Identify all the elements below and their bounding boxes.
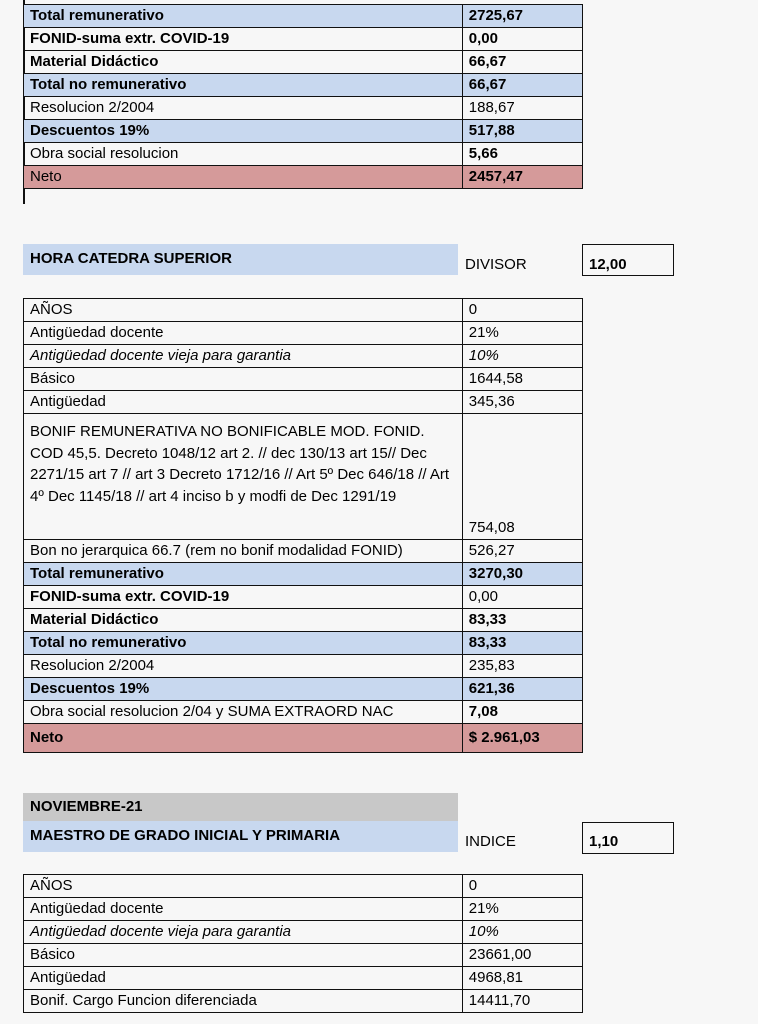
row-value: 10% [462, 345, 582, 368]
table-row [24, 5, 583, 28]
table-row [24, 540, 583, 563]
table-row [24, 166, 583, 189]
row-label: Neto [24, 166, 463, 189]
row-label: Bonif. Cargo Funcion diferenciada [24, 990, 463, 1013]
row-label: Obra social resolucion 2/04 y SUMA EXTRAORD NAC [24, 701, 463, 724]
row-label: AÑOS [24, 875, 463, 898]
row-label: Básico [24, 944, 463, 967]
row-value: 23661,00 [462, 944, 582, 967]
divisor-label: DIVISOR [465, 256, 527, 273]
row-value: 621,36 [462, 678, 582, 701]
table-row [24, 655, 583, 678]
row-value: 3270,30 [462, 563, 582, 586]
divisor-value: 12,00 [582, 244, 674, 276]
table-row [24, 944, 583, 967]
row-value: 526,27 [462, 540, 582, 563]
row-label: Antigüedad docente [24, 322, 463, 345]
table-row [24, 368, 583, 391]
table-row [24, 609, 583, 632]
table-row [24, 345, 583, 368]
row-label: BONIF REMUNERATIVA NO BONIFICABLE MOD. FONID. COD 45,5. Decreto 1048/12 art 2. // dec 130/13 art 15// Dec 2271/15 art 7 // art 3 Decreto 1712/16 // Art 5º Dec 646/18 // Art 4º Dec 1145/18 // art 4 inciso b y modfi de Dec 1291/19 [24, 414, 463, 540]
table-row [24, 701, 583, 724]
row-value: 1644,58 [462, 368, 582, 391]
indice-label: INDICE [465, 833, 516, 850]
table-row [24, 678, 583, 701]
row-label: Total remunerativo [24, 563, 463, 586]
row-label: Obra social resolucion [24, 143, 463, 166]
indice-value: 1,10 [582, 822, 674, 854]
row-label: Descuentos 19% [24, 120, 463, 143]
row-label: Antigüedad docente vieja para garantia [24, 921, 463, 944]
row-label: Resolucion 2/2004 [24, 655, 463, 678]
row-value: 10% [462, 921, 582, 944]
row-label: Total no remunerativo [24, 632, 463, 655]
row-value: $ 2.961,03 [462, 724, 582, 753]
table-row [24, 51, 583, 74]
row-value: 5,66 [462, 143, 582, 166]
row-value: 83,33 [462, 609, 582, 632]
row-value: 0 [462, 299, 582, 322]
row-label: FONID-suma extr. COVID-19 [24, 586, 463, 609]
row-label: Total remunerativo [24, 5, 463, 28]
row-value: 188,67 [462, 97, 582, 120]
row-label: FONID-suma extr. COVID-19 [24, 28, 463, 51]
row-label: Bon no jerarquica 66.7 (rem no bonif modalidad FONID) [24, 540, 463, 563]
table-row [24, 921, 583, 944]
row-value: 4968,81 [462, 967, 582, 990]
row-label: Antigüedad [24, 967, 463, 990]
table-row [24, 967, 583, 990]
row-value: 0,00 [462, 28, 582, 51]
row-value: 2457,47 [462, 166, 582, 189]
table-row [24, 898, 583, 921]
salary-table-1 [23, 4, 583, 189]
table-row [24, 391, 583, 414]
table-row [24, 414, 583, 540]
row-value: 83,33 [462, 632, 582, 655]
table-row [24, 322, 583, 345]
table-row [24, 632, 583, 655]
row-value: 21% [462, 322, 582, 345]
row-label: Descuentos 19% [24, 678, 463, 701]
row-label: Material Didáctico [24, 51, 463, 74]
row-value: 7,08 [462, 701, 582, 724]
row-label: Antigüedad docente vieja para garantia [24, 345, 463, 368]
section-title-hora-catedra: HORA CATEDRA SUPERIOR [23, 244, 458, 275]
row-value: 21% [462, 898, 582, 921]
row-value: 754,08 [462, 414, 582, 540]
table-row [24, 120, 583, 143]
table-row [24, 143, 583, 166]
row-value: 14411,70 [462, 990, 582, 1013]
table-row [24, 724, 583, 753]
salary-table-3 [23, 874, 583, 1013]
row-label: Antigüedad [24, 391, 463, 414]
row-value: 517,88 [462, 120, 582, 143]
salary-table-2 [23, 298, 583, 753]
row-value: 0 [462, 875, 582, 898]
row-label: Básico [24, 368, 463, 391]
table-row [24, 563, 583, 586]
row-value: 2725,67 [462, 5, 582, 28]
section-title-maestro: MAESTRO DE GRADO INICIAL Y PRIMARIA [23, 821, 458, 852]
table-row [24, 586, 583, 609]
table-row [24, 97, 583, 120]
row-label: Total no remunerativo [24, 74, 463, 97]
month-header: NOVIEMBRE-21 [23, 793, 458, 821]
row-label: Material Didáctico [24, 609, 463, 632]
row-value: 345,36 [462, 391, 582, 414]
table-row [24, 28, 583, 51]
table-row [24, 875, 583, 898]
row-label: Resolucion 2/2004 [24, 97, 463, 120]
table-row [24, 74, 583, 97]
row-value: 66,67 [462, 51, 582, 74]
row-label: AÑOS [24, 299, 463, 322]
row-label: Neto [24, 724, 463, 753]
table-row [24, 990, 583, 1013]
row-value: 66,67 [462, 74, 582, 97]
table-row [24, 299, 583, 322]
row-value: 0,00 [462, 586, 582, 609]
row-label: Antigüedad docente [24, 898, 463, 921]
row-value: 235,83 [462, 655, 582, 678]
